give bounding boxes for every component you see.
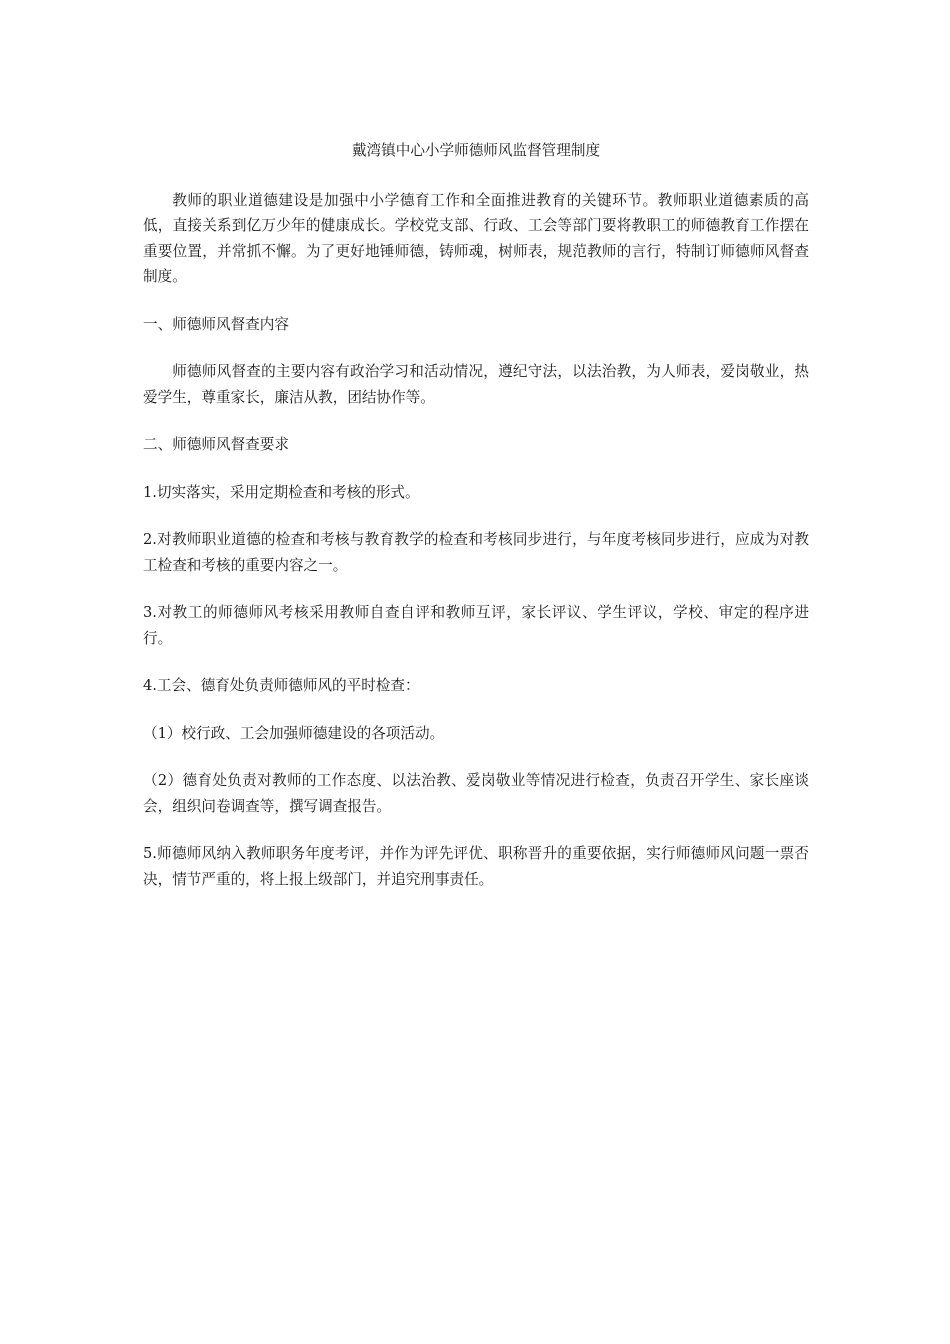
requirement-subitem-1: （1）校行政、工会加强师德建设的各项活动。 xyxy=(143,724,445,742)
requirement-subitem-2: （2）德育处负责对教师的工作态度、以法治教、爱岗敬业等情况进行检查，负责召开学生、家长座谈会，组织问卷调查等，撰写调查报告。 xyxy=(143,772,809,815)
requirement-item-5: 5.师德师风纳入教师职务年度考评，并作为评先评优、职称晋升的重要依据，实行师德师风问题一票否决，情节严重的，将上报上级部门，并追究刑事责任。 xyxy=(143,845,809,888)
requirement-item-2: 2.对教师职业道德的检查和考核与教育教学的检查和考核同步进行，与年度考核同步进行，应成为对教工检查和考核的重要内容之一。 xyxy=(143,531,809,574)
requirement-item-1: 1.切实落实，采用定期检查和考核的形式。 xyxy=(143,483,420,501)
requirement-item-4: 4.工会、德育处负责师德师风的平时检查： xyxy=(143,677,420,694)
document-content xyxy=(143,138,809,914)
section-heading-2: 二、师德师风督查要求 xyxy=(143,436,289,453)
section-heading-1: 一、师德师风督查内容 xyxy=(143,315,289,333)
document-title: 戴湾镇中心小学师德师风监督管理制度 xyxy=(351,142,601,159)
section-1-body: 师德师风督查的主要内容有政治学习和活动情况，遵纪守法，以法治教，为人师表，爱岗敬业，热爱学生，尊重家长，廉洁从教，团结协作等。 xyxy=(143,363,809,406)
intro-paragraph: 教师的职业道德建设是加强中小学德育工作和全面推进教育的关键环节。教师职业道德素质的高低，直接关系到亿万少年的健康成长。学校党支部、行政、工会等部门要将教职工的师德教育工作摆在重要位置，并常抓不懈。为了更好地锤师德，铸师魂，树师表，规范教师的言行，特制订师德师风督查制度。 xyxy=(143,191,809,285)
requirement-item-3: 3.对教工的师德师风考核采用教师自查自评和教师互评，家长评议、学生评议，学校、审定的程序进行。 xyxy=(143,604,809,647)
